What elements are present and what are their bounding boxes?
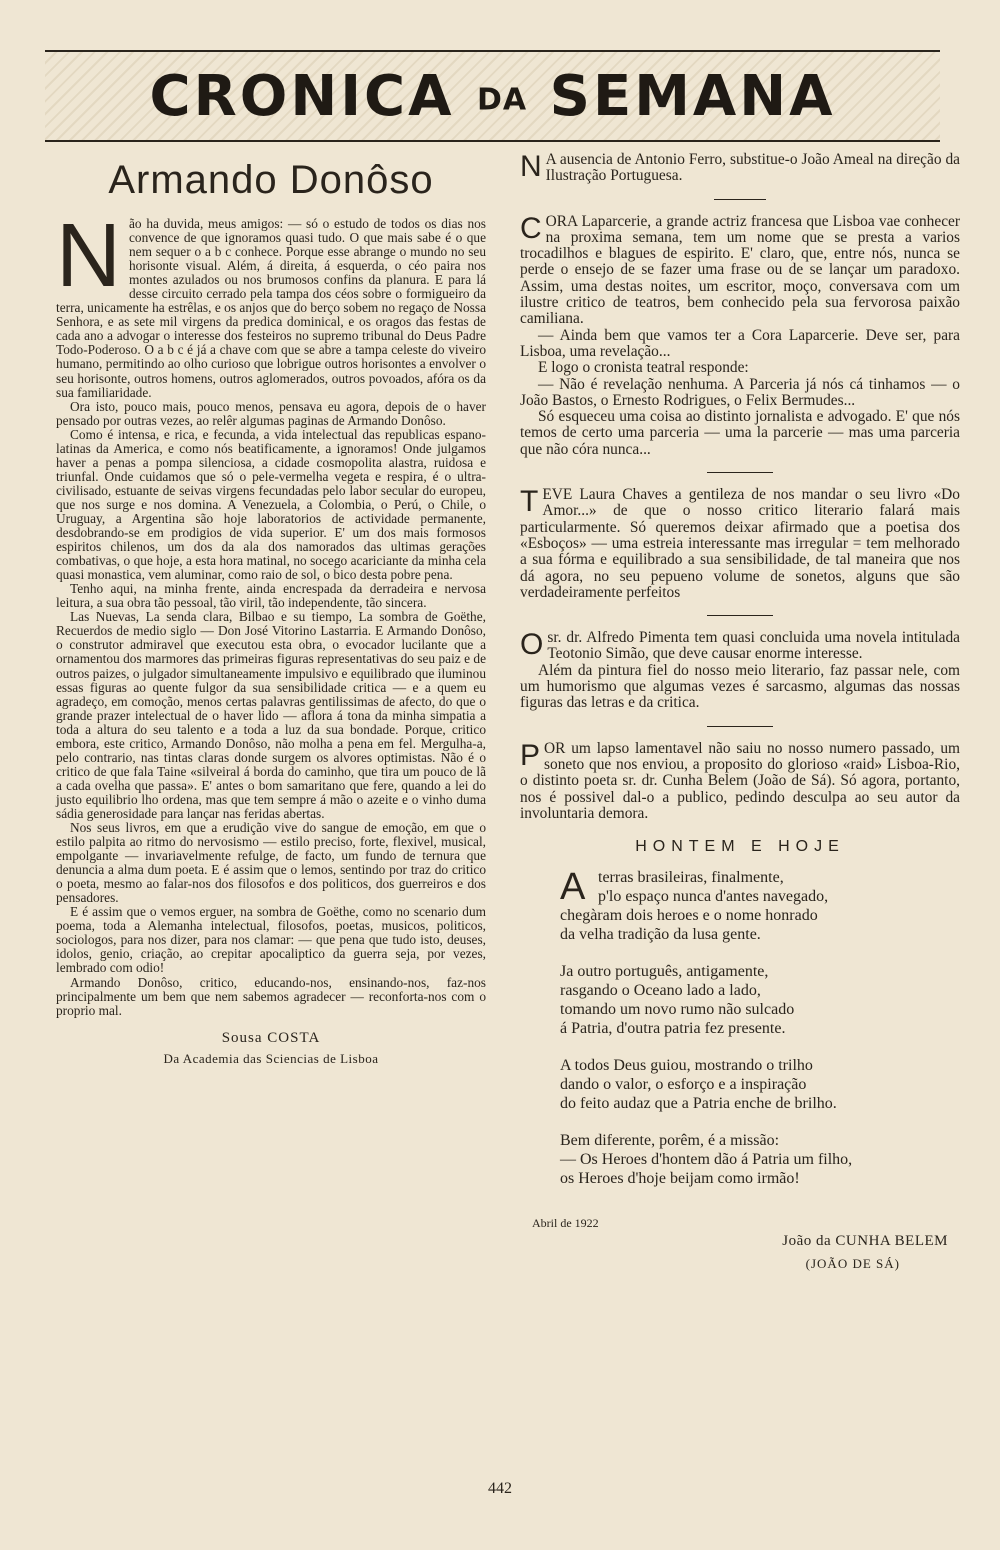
masthead-title	[150, 64, 836, 129]
author-name: Sousa COSTA	[221, 1029, 321, 1046]
article-body	[56, 206, 486, 1018]
news-item-laura-chaves: TEVE Laura Chaves a gentileza de nos mandar o seu livro «Do Amor...» de que o nosso critico literario falará mais particularmente. Só queremos deixar afirmado que a poetisa dos «Esboços» — uma estreia interessante mas irregular = tem melhorado a sua fórma e equilibrado a sua sensibilidade, de tal maneira que nos dá agora, no seu pepueno volume de sonetos, alguns que são verdadeiramente perfeitos	[520, 485, 960, 601]
article-title: Armando Donôso	[108, 158, 434, 202]
article-paragraph: Las Nuevas, La senda clara, Bilbao e su tiempo, La sombra de Goëthe, Recuerdos de medio siglo — Don José Vitorino Lastarria. E Armando Donôso, o construtor admiravel que executou esta obra, o evocador lucilante que a ornamentou dos marmores das primeiras figuras representativas do seu paiz e de outros paizes, o julgador simultaneamente impulsivo e equilibrado que iluminou essas figuras ao quente fulgor da sua sensibilidade critica — e a quem eu agradeço, em comoção, menos certas palavras gentilissimas de afecto, do que o grande prazer intelectual de o haver lido — aflora á tona da minha simpatia a toda a altura do seu talento e a toda a luz da sua bondade. Porque, critico embora, este critico, Armando Donôso, não molha a pena em fel. Mergulha-a, pelo contrario, nas tintas claras donde surgem os alvores optimistas. Não é o critico de que fala Taine «silveiral á borda do caminho, que tira um pouco de lã a cada ovelha que passa». E' antes o bom samaritano que fere, quando a lei do justo equilibrio lho ordena, mas que tem sempre á mão o azeite e o vinho duma sádia generosidade para lançar nas feridas abertas.	[56, 609, 486, 821]
article-paragraph: Armando Donôso, critico, educando-nos, ensinando-nos, faz-nos principalmente um bem que nem sabemos agradecer — reconforta-nos com o proprio mal.	[56, 974, 486, 1018]
masthead-word-da: DA	[476, 81, 528, 117]
drop-cap: O	[520, 628, 544, 662]
drop-cap: T	[520, 485, 539, 519]
separator-rule	[707, 472, 773, 473]
drop-cap: N	[520, 150, 542, 183]
left-column	[56, 150, 486, 1067]
drop-cap: N	[56, 206, 121, 306]
masthead-word-semana: SEMANA	[549, 63, 836, 129]
article-paragraph: Não ha duvida, meus amigos: — só o estudo de todos os dias nos convence de que ignoramos quasi tudo. O que mais sabe é o que nem sequer o a b c conhece. Porque esse abrange o mundo no seu horisonte visual. Além, á direita, á esquerda, o céo paira nos montes azulados ou nos brumosos confins da planura. E para lá desse circuito cerrado pela tampa dos céos sobre o formigueiro da terra, unicamente ha estrêlas, e os anjos que do berço sobem no regaço de Nossa Senhora, e as sete mil virgens da predica dominical, e os oragos das festas de cada ano a advogar o interesse dos festeiros no supremo tribunal do Deus Padre Todo-Poderoso. O a b c é já a chave com que se abre a tampa celeste do viveiro humano, permitindo ao olho curioso que lobrigue outros horisontes a envolver o seu horisonte, outros homens, outros aglomerados, outros povoados, afóra os da sua familiaridade.	[56, 206, 486, 400]
news-item-cunha-belem: POR um lapso lamentavel não saiu no nosso numero passado, um soneto que nos enviou, a proposito do glorioso «raid» Lisboa-Rio, o distinto poeta sr. dr. Cunha Belem (João de Sá). Só agora, portanto, nos é possivel dal-o a publico, pedindo desculpa ao seu autor da involuntaria demora.	[520, 738, 960, 822]
poem-stanza: Bem diferente, porêm, é a missão: — Os Heroes d'hontem dão á Patria um filho, os Heroes d'hoje beijam como irmão!	[560, 1132, 853, 1188]
article-paragraph: Nos seus livros, em que a erudição vive do sangue de emoção, em que o estilo palpita ao ritmo do nervosismo — estilo preciso, forte, flexivel, musical, empolgante — invariavelmente refulge, de facto, um fundo de ternura que denuncia a alma dum poeta. E é assim que o lemos, sentindo por traz do critico o poeta, mesmo ao falar-nos dos filosofos e dos politicos, dos guerreiros e dos pensadores.	[56, 820, 486, 906]
article-paragraph: Como é intensa, e rica, e fecunda, a vida intelectual das republicas espano-latinas da America, e como nós beatificamente, a ignoramos! Onde julgamos haver a penas a pompa silenciosa, a cidade cosmopolita alastra, ruidosa e triunfal. Onde cuidamos que só o pele-vermelha vegeta e respira, é o ultra-civilisado, estuante de seivas virgens fecundadas pelo labor secular do europeu, que nos surge e nos domina. A Venezuela, a Colombia, o Perú, o Chile, o Uruguay, a Argentina são hoje laboratorios de actividade permanente, desdobrando-se em prodigios de vida superior. E' um dos mais formosos espiritos chilenos, um dos da ala dos namorados das ultimas gerações combativas, o que hoje, a esta hora matinal, no socego acariciante da minha cela quasi monastica, vem aluminar, como raio de sol, o bico desta pobre pena.	[56, 426, 486, 583]
article-paragraph: E é assim que o vemos erguer, na sombra de Goëthe, como no scenario dum poema, toda a Alemanha intelectual, filosofos, poetas, musicos, politicos, sociologos, para nos dizer, para nos clamar: — que pena que tudo isto, deuses, idolos, genio, criação, ao crepitar apocaliptico da guerra seja, por vezes, lembrado com odio!	[56, 904, 486, 976]
drop-cap: A	[560, 866, 586, 909]
page-number: 442	[488, 1480, 512, 1497]
poet-name: João da CUNHA BELEM	[782, 1233, 948, 1250]
separator-rule	[707, 726, 773, 727]
news-item-ameal: N A ausencia de Antonio Ferro, substitue-o João Ameal na direção da Ilustração Portuguesa.	[520, 150, 960, 185]
separator-rule	[714, 199, 766, 200]
author-affiliation: Da Academia das Sciencias de Lisboa	[163, 1050, 379, 1066]
poem-stanza: A terras brasileiras, finalmente, p'lo espaço nunca d'antes navegado, chegàram dois heroes e o nome honrado da velha tradição da lusa gente.	[560, 866, 829, 944]
drop-cap: P	[520, 738, 541, 772]
poem-date: Abril de 1922	[532, 1216, 599, 1231]
poem-title: HONTEM E HOJE	[635, 838, 845, 856]
separator-rule	[707, 615, 773, 616]
article-paragraph: Tenho aqui, na minha frente, ainda encrespada da derradeira e nervosa leitura, a sua obra tão pessoal, tão viril, tão independente, tão sincera.	[56, 581, 486, 611]
poem	[520, 868, 960, 1188]
poem-stanza: Ja outro português, antigamente, rasgando o Oceano lado a lado, tomando um novo rumo não sulcado á Patria, d'outra patria fez presente.	[560, 963, 795, 1038]
masthead-banner	[45, 50, 940, 142]
article-signature	[56, 1030, 486, 1067]
news-item-laparcerie: CORA Laparcerie, a grande actriz francesa que Lisboa vae conhecer na proxima semana, tem um nome que se presta a varios trocadilhos e blagues de espirito. E' claro, que, entre nós, nunca se perde o ensejo de se fazer uma frase ou de se lançar um paradoxo. Assim, uma destas noites, um escritor, moço, conversava com um ilustre critico de teatros, bem conhecido pela sua fervorosa paixão camiliana. — Ainda bem que vamos ter a Cora Laparcerie. Deve ser, para Lisboa, uma revelação... E logo o cronista teatral responde: — Não é revelação nenhuma. A Parceria já nós cá tinhamos — o João Bastos, o Ernesto Rodrigues, o Felix Bermudes... Só esqueceu uma coisa ao distinto jornalista e advogado. E' que nós temos de certo uma parceria — uma la parcerie — mas uma parceria que não córa nunca...	[520, 211, 960, 458]
masthead-word-cronica: CRONICA	[149, 63, 455, 129]
poem-stanza: A todos Deus guiou, mostrando o trilho dando o valor, o esforço e a inspiração do feito audaz que a Patria enche de brilho.	[560, 1057, 837, 1113]
drop-cap: C	[520, 211, 542, 245]
article-paragraph: Ora isto, pouco mais, pouco menos, pensava eu agora, depois de o haver pensado por outras vezes, ao relêr algumas paginas de Armando Donôso.	[56, 398, 486, 428]
poet-alias: (JOÃO DE SÁ)	[805, 1256, 900, 1272]
news-item-pimenta: Osr. dr. Alfredo Pimenta tem quasi concluida uma novela intitulada Teotonio Simão, que deve causar enorme interesse. Além da pintura fiel do nosso meio literario, faz passar nele, com um humorismo que algumas vezes é sarcasmo, algumas das nossas figuras das letras e da critica.	[520, 628, 960, 712]
right-column	[520, 152, 960, 1272]
